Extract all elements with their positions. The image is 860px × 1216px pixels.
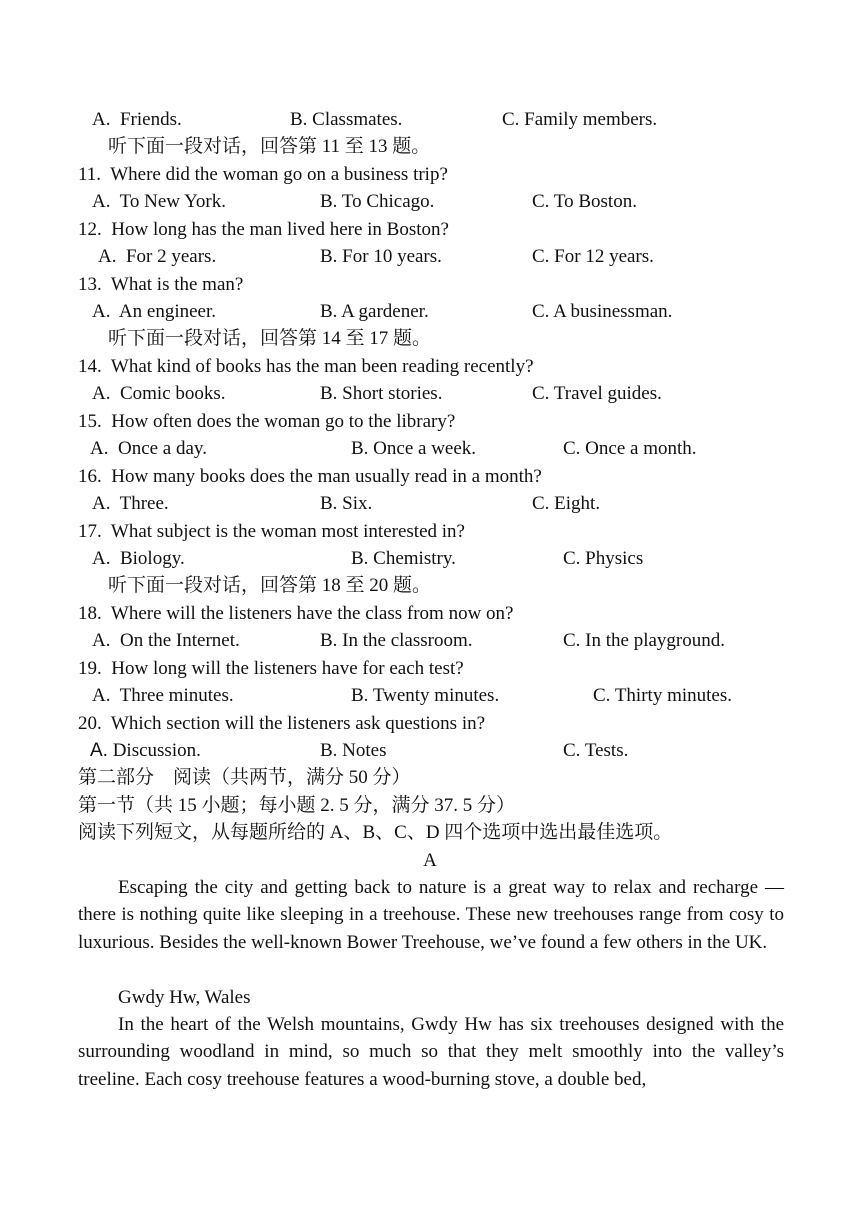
q10-option-b: B. Classmates. — [290, 109, 403, 130]
q12-option-a: A. For 2 years. — [98, 246, 217, 267]
question-11: 11. Where did the woman go on a business trip? — [78, 164, 448, 185]
section-one-heading: 第一节（共 15 小题；每小题 2. 5 分，满分 37. 5 分） — [78, 795, 516, 816]
question-20: 20. Which section will the listeners ask questions in? — [78, 713, 486, 734]
q16-option-a: A. Three. — [92, 493, 169, 514]
q12-option-c: C. For 12 years. — [532, 246, 654, 267]
q17-option-c: C. Physics — [563, 548, 644, 569]
reading-instruction: 阅读下列短文，从每题所给的 A、B、C、D 四个选项中选出最佳选项。 — [78, 822, 673, 843]
question-19: 19. How long will the listeners have for each test? — [78, 658, 464, 679]
q18-option-c: C. In the playground. — [563, 630, 726, 651]
passage-subheading: Gwdy Hw, Wales — [118, 987, 251, 1008]
q20-option-a-letter: A. — [90, 740, 108, 761]
q19-option-c: C. Thirty minutes. — [593, 685, 732, 706]
q17-option-a: A. Biology. — [92, 548, 185, 569]
q14-option-b: B. Short stories. — [320, 383, 443, 404]
question-16: 16. How many books does the man usually read in a month? — [78, 466, 542, 487]
q17-option-b: B. Chemistry. — [351, 548, 456, 569]
q10-option-c: C. Family members. — [502, 109, 658, 130]
q15-option-c: C. Once a month. — [563, 438, 697, 459]
question-13: 13. What is the man? — [78, 274, 244, 295]
q19-option-b: B. Twenty minutes. — [351, 685, 500, 706]
passage-paragraph-2: In the heart of the Welsh mountains, Gwdy Hw has six treehouses designed with the surrounding woodland in mind, so much so that they melt smoothly into the valley’s treeline. Each cosy treehouse features a wood-burning stove, a double bed, — [78, 1014, 784, 1090]
part-two-heading: 第二部分 阅读（共两节，满分 50 分） — [78, 767, 411, 788]
q14-option-a: A. Comic books. — [92, 383, 226, 404]
q19-option-a: A. Three minutes. — [92, 685, 234, 706]
q18-option-a: A. On the Internet. — [92, 630, 240, 651]
q20-option-a — [90, 737, 201, 764]
q15-option-b: B. Once a week. — [351, 438, 477, 459]
question-17: 17. What subject is the woman most interested in? — [78, 521, 465, 542]
instruction-14-17: 听下面一段对话，回答第 14 至 17 题。 — [108, 328, 432, 349]
q16-option-b: B. Six. — [320, 493, 373, 514]
q11-option-c: C. To Boston. — [532, 191, 637, 212]
question-18: 18. Where will the listeners have the class from now on? — [78, 603, 514, 624]
instruction-18-20: 听下面一段对话，回答第 18 至 20 题。 — [108, 575, 432, 596]
question-12: 12. How long has the man lived here in Boston? — [78, 219, 449, 240]
question-14: 14. What kind of books has the man been reading recently? — [78, 356, 534, 377]
q20-option-c: C. Tests. — [563, 740, 629, 761]
q20-option-b: B. Notes — [320, 740, 387, 761]
q10-option-a: A. Friends. — [92, 109, 182, 130]
q20-option-a-text: Discussion. — [107, 740, 201, 761]
q18-option-b: B. In the classroom. — [320, 630, 473, 651]
q13-option-c: C. A businessman. — [532, 301, 673, 322]
question-15: 15. How often does the woman go to the library? — [78, 411, 456, 432]
passage-paragraph-1: Escaping the city and getting back to nature is a great way to relax and recharge — there is nothing quite like sleeping in a treehouse. These new treehouses range from cosy to luxurious. Besides the well-known Bower Treehouse, we’ve found a few others in the UK. — [78, 877, 784, 953]
instruction-11-13: 听下面一段对话，回答第 11 至 13 题。 — [108, 136, 431, 157]
q14-option-c: C. Travel guides. — [532, 383, 662, 404]
q12-option-b: B. For 10 years. — [320, 246, 442, 267]
q13-option-b: B. A gardener. — [320, 301, 429, 322]
q15-option-a: A. Once a day. — [90, 438, 207, 459]
q11-option-a: A. To New York. — [92, 191, 226, 212]
passage-label: A — [423, 850, 437, 871]
q16-option-c: C. Eight. — [532, 493, 601, 514]
q11-option-b: B. To Chicago. — [320, 191, 435, 212]
q13-option-a: A. An engineer. — [92, 301, 217, 322]
